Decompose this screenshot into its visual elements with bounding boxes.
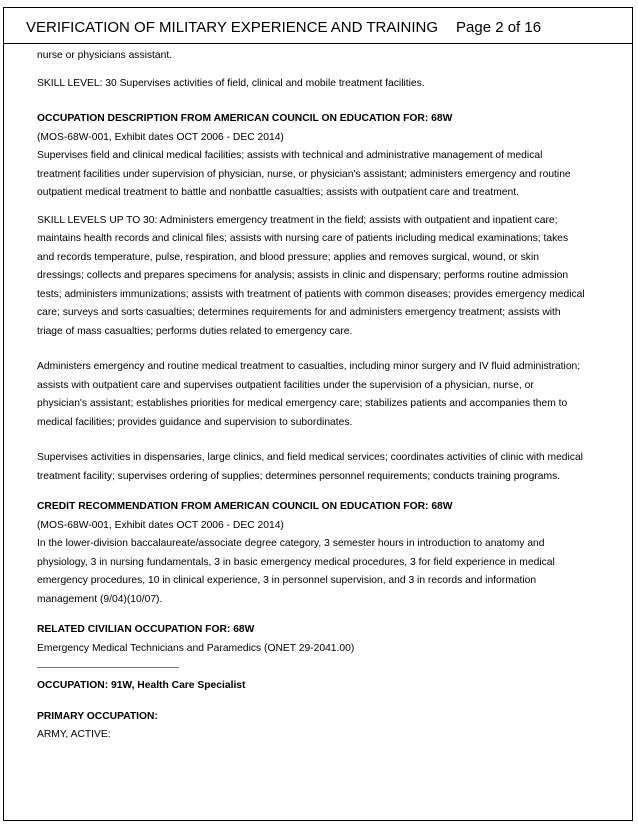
occupation-description-heading: OCCUPATION DESCRIPTION FROM AMERICAN COUNCIL ON EDUCATION FOR: 68W	[37, 113, 453, 124]
text-line: triage of mass casualties; performs duties related to emergency care.	[37, 325, 353, 337]
supervises-paragraph	[37, 449, 597, 486]
related-civilian-occupation: Emergency Medical Technicians and Paramedics (ONET 29-2041.00)	[37, 642, 355, 654]
text-line: dressings; collects and prepares specimens for analysis; assists in clinic and dispensary; performs routine admission	[37, 270, 569, 281]
credit-recommendation-heading: CREDIT RECOMMENDATION FROM AMERICAN COUNCIL ON EDUCATION FOR: 68W	[37, 501, 453, 512]
text-line: emergency procedures, 10 in clinical experience, 3 in personnel supervision, and 3 in records and information	[37, 575, 537, 586]
text-line: SKILL LEVELS UP TO 30: Administers emergency treatment in the field; assists with outpatient and inpatient care;	[37, 214, 558, 226]
text-line: (MOS-68W-001, Exhibit dates OCT 2006 - DEC 2014)	[37, 131, 284, 143]
text-line: and records temperature, pulse, respiration, and blood pressure; applies and removes surgical, wound, or skin	[37, 251, 539, 263]
paragraph-continuation: nurse or physicians assistant.	[37, 50, 173, 61]
primary-occupation-heading: PRIMARY OCCUPATION:	[37, 710, 158, 722]
text-line: tests; administers immunizations; assists with treatment of patients with common diseases; provides emergency medical	[37, 288, 585, 300]
text-line: treatment facilities under supervision of physician, nurse, or physician's assistant; administers emergency and routine	[37, 168, 571, 180]
primary-occupation-value: ARMY, ACTIVE:	[37, 729, 111, 740]
skill-level-30: SKILL LEVEL: 30 Supervises activities of field, clinical and mobile treatment facilities.	[37, 77, 425, 89]
header-divider	[4, 43, 632, 44]
related-civilian-heading: RELATED CIVILIAN OCCUPATION FOR: 68W	[37, 624, 255, 635]
occupation-description	[37, 129, 597, 203]
document-title: VERIFICATION OF MILITARY EXPERIENCE AND TRAINING	[26, 19, 439, 36]
text-line: physician's assistant; establishes priorities for medical emergency care; stabilizes patients and accompanies them to	[37, 398, 568, 409]
text-line: (MOS-68W-001, Exhibit dates OCT 2006 - DEC 2014)	[37, 519, 284, 531]
text-line: maintains health records and clinical files; assists with nursing care of patients including medical examinations; takes	[37, 233, 569, 244]
administers-paragraph	[37, 358, 597, 432]
text-line: In the lower-division baccalaureate/associate degree category, 3 semester hours in introduction to anatomy and	[37, 538, 545, 549]
text-line: Supervises activities in dispensaries, large clinics, and field medical services; coordinates activities of clinic with medical	[37, 452, 583, 463]
text-line: Supervises field and clinical medical facilities; assists with technical and administrative management of medical	[37, 150, 543, 161]
text-line: physiology, 3 in nursing fundamentals, 3 in basic emergency medical procedures, 3 for field experience in medical	[37, 556, 555, 568]
occupation-heading: OCCUPATION: 91W, Health Care Specialist	[37, 680, 246, 691]
document-body	[37, 47, 597, 745]
text-line: treatment facility; supervises ordering of supplies; determines personnel requirements; conducts training programs.	[37, 470, 561, 482]
text-line: medical facilities; provides guidance and supervision to subordinates.	[37, 416, 353, 428]
text-line: care; surveys and sorts casualties; determines requirements for and administers emergency treatment; assists with	[37, 307, 561, 318]
page-number: Page 2 of 16	[456, 19, 542, 36]
credit-recommendation	[37, 517, 597, 610]
page-header	[26, 18, 610, 42]
text-line: management (9/04)(10/07).	[37, 593, 163, 605]
text-line: assists with outpatient care and supervises outpatient facilities under the supervision of a physician, nurse, or	[37, 379, 534, 391]
text-line: outpatient medical treatment to battle and nonbattle casualties; assists with outpatient care and treatment.	[37, 187, 519, 198]
skill-levels-paragraph	[37, 212, 597, 342]
text-line: Administers emergency and routine medical treatment to casualties, including minor surgery and IV fluid administration;	[37, 361, 581, 372]
